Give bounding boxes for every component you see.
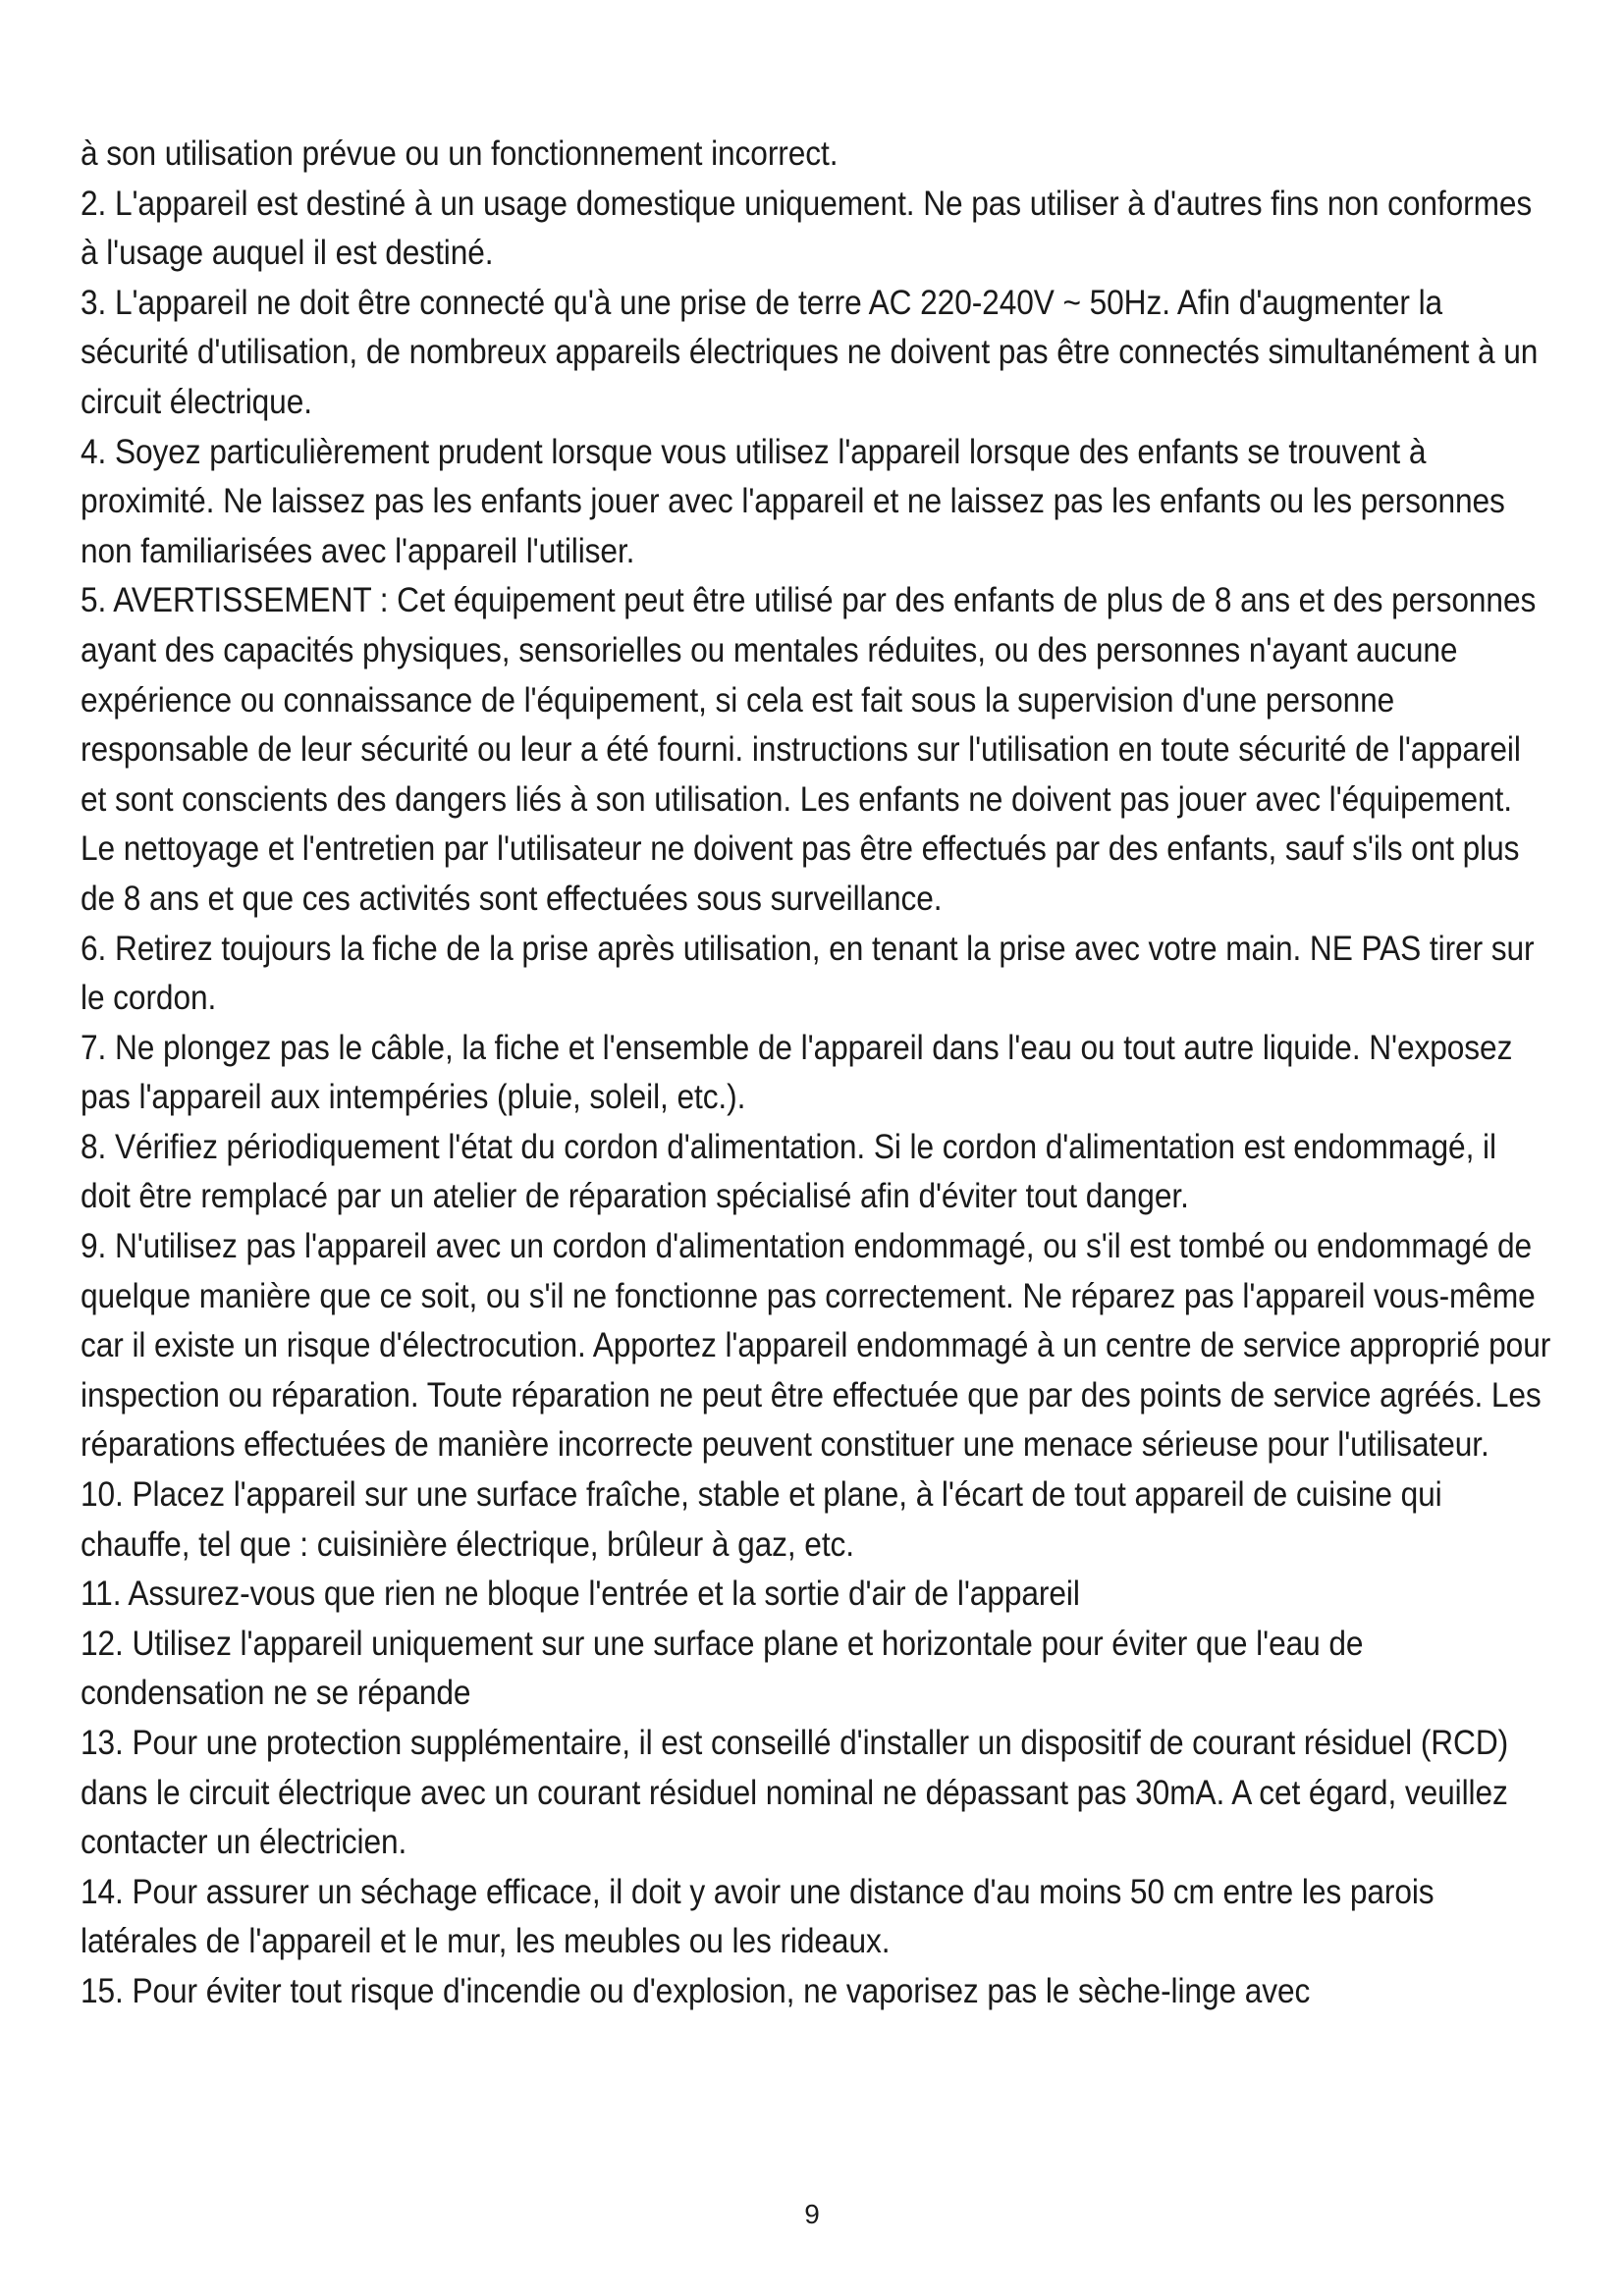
instruction-13: 13. Pour une protection supplémentaire, il est conseillé d'installer un dispositif de courant résiduel (RCD) dans le circuit électrique avec un courant résiduel nominal ne dépassant pas 30mA. A cet égard, veuillez contacter un électricien. — [81, 1724, 1509, 1862]
instruction-9: 9. N'utilisez pas l'appareil avec un cordon d'alimentation endommagé, ou s'il est tombé ou endommagé de quelque manière que ce soit, ou s'il ne fonctionne pas correctement. Ne réparez pas l'appareil vous-même car il existe un risque d'électrocution. Apportez l'appareil endommagé à un centre de service approprié pour inspection ou réparation. Toute réparation ne peut être effectuée que par des points de service agréés. Les réparations effectuées de manière incorrecte peuvent constituer une menace sérieuse pour l'utilisateur. — [81, 1227, 1551, 1465]
instruction-12: 12. Utilisez l'appareil uniquement sur une surface plane et horizontale pour éviter que l'eau de condensation ne se répande — [81, 1624, 1364, 1713]
instruction-6: 6. Retirez toujours la fiche de la prise après utilisation, en tenant la prise avec votre main. NE PAS tirer sur le cordon. — [81, 929, 1535, 1018]
instruction-11: 11. Assurez-vous que rien ne bloque l'entrée et la sortie d'air de l'appareil — [81, 1575, 1080, 1614]
instruction-15: 15. Pour éviter tout risque d'incendie ou d'explosion, ne vaporisez pas le sèche-linge avec — [81, 1971, 1311, 2010]
safety-instructions — [81, 130, 1553, 2017]
instruction-4: 4. Soyez particulièrement prudent lorsque vous utilisez l'appareil lorsque des enfants se trouvent à proximité. Ne laissez pas les enfants jouer avec l'appareil et ne laissez pas les enfants ou les personnes non familiarisées avec l'appareil l'utiliser. — [81, 432, 1505, 570]
paragraph-continuation: à son utilisation prévue ou un fonctionnement incorrect. — [81, 134, 839, 173]
page-number: 9 — [804, 2199, 820, 2229]
instruction-14: 14. Pour assurer un séchage efficace, il doit y avoir une distance d'au moins 50 cm entre les parois latérales de l'appareil et le mur, les meubles ou les rideaux. — [81, 1872, 1435, 1961]
instruction-2: 2. L'appareil est destiné à un usage domestique uniquement. Ne pas utiliser à d'autres fins non conformes à l'usage auquel il est destiné. — [81, 184, 1533, 273]
instruction-8: 8. Vérifiez périodiquement l'état du cordon d'alimentation. Si le cordon d'alimentation est endommagé, il doit être remplacé par un atelier de réparation spécialisé afin d'éviter tout danger. — [81, 1127, 1496, 1216]
instruction-3: 3. L'appareil ne doit être connecté qu'à une prise de terre AC 220-240V ~ 50Hz. Afin d'augmenter la sécurité d'utilisation, de nombreux appareils électriques ne doivent pas être connectés simultanément à un circuit électrique. — [81, 283, 1539, 421]
instruction-10: 10. Placez l'appareil sur une surface fraîche, stable et plane, à l'écart de tout appareil de cuisine qui chauffe, tel que : cuisinière électrique, brûleur à gaz, etc. — [81, 1475, 1442, 1564]
instruction-5-warning: 5. AVERTISSEMENT : Cet équipement peut être utilisé par des enfants de plus de 8 ans et des personnes ayant des capacités physiques, sensorielles ou mentales réduites, ou des personnes n'ayant aucune expérience ou connaissance de l'équipement, si cela est fait sous la supervision d'une personne responsable de leur sécurité ou leur a été fourni. instructions sur l'utilisation en toute sécurité de l'appareil et sont conscients des dangers liés à son utilisation. Les enfants ne doivent pas jouer avec l'équipement. Le nettoyage et l'entretien par l'utilisateur ne doivent pas être effectués par des enfants, sauf s'ils ont plus de 8 ans et que ces activités sont effectuées sous surveillance. — [81, 581, 1537, 918]
instruction-7: 7. Ne plongez pas le câble, la fiche et l'ensemble de l'appareil dans l'eau ou tout autre liquide. N'exposez pas l'appareil aux intempéries (pluie, soleil, etc.). — [81, 1028, 1513, 1117]
